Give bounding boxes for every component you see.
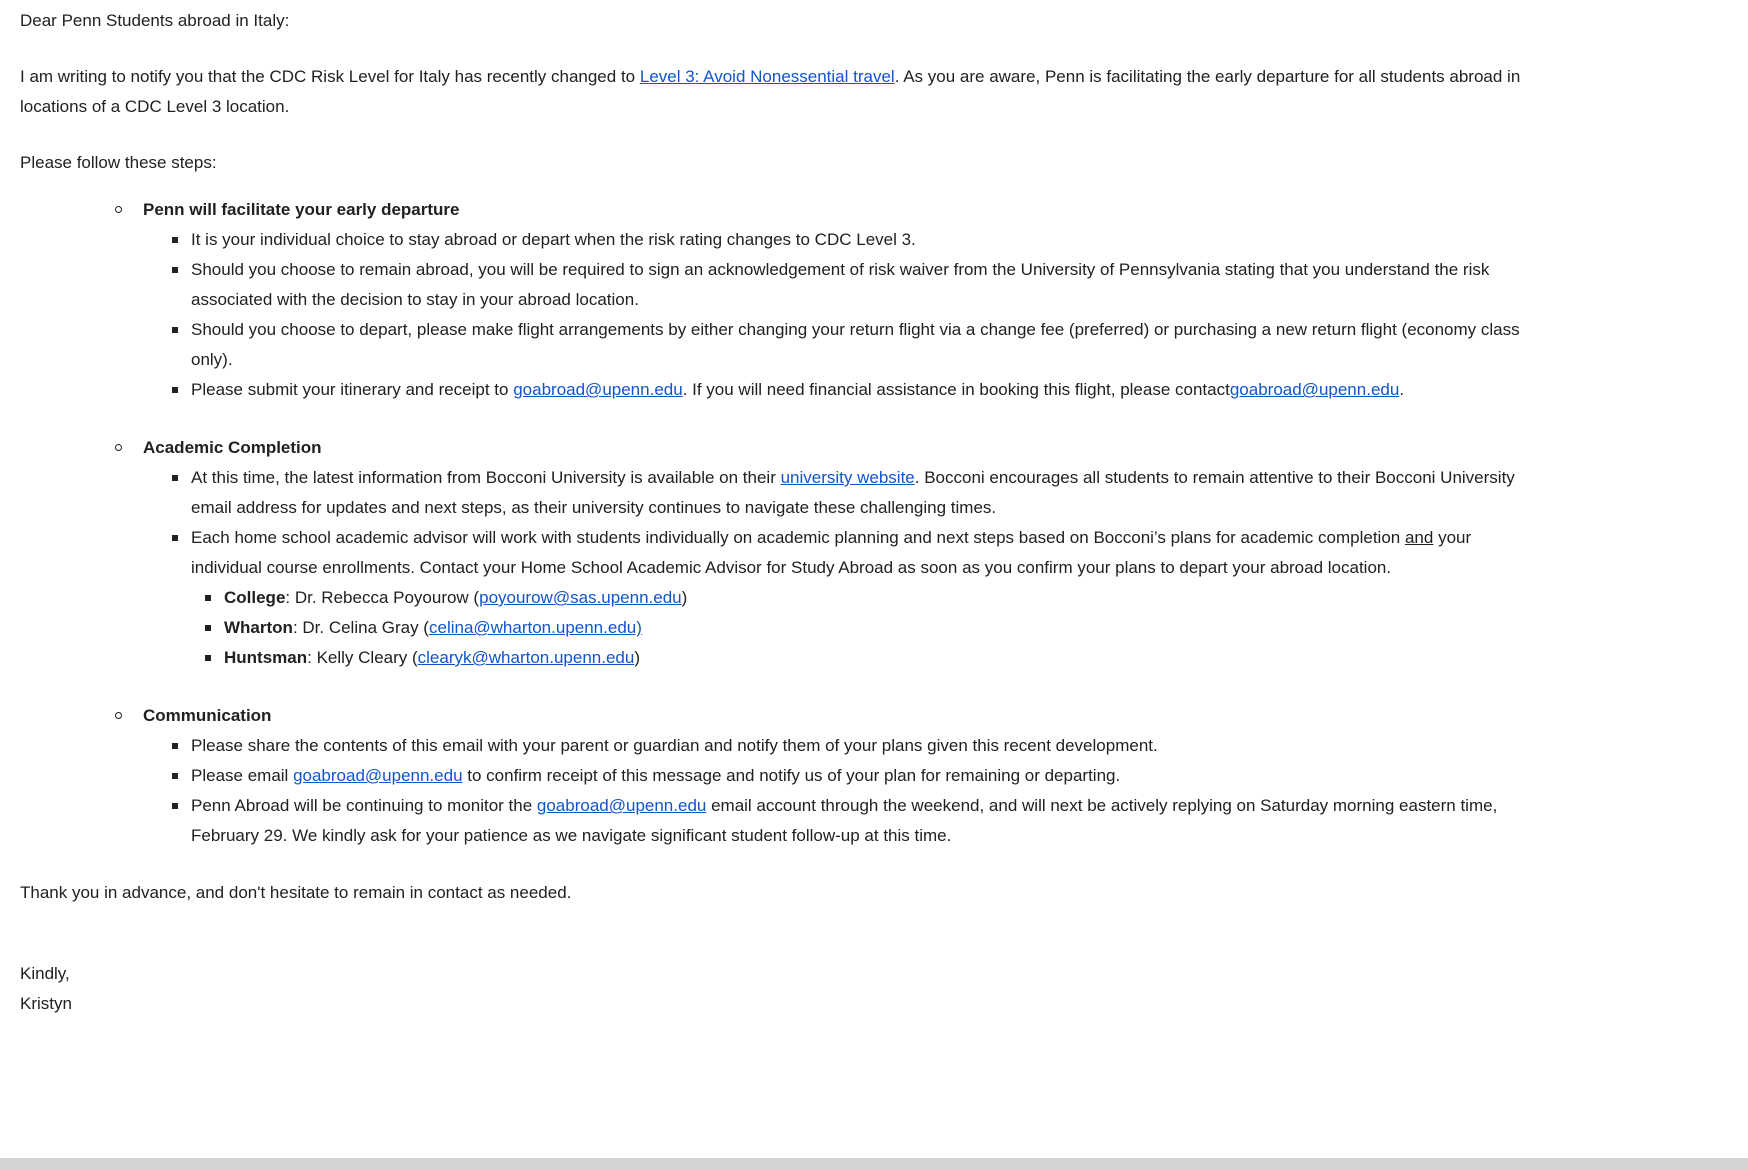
list-item-bocconi <box>191 463 1545 523</box>
goabroad-email-link[interactable]: goabroad@upenn.edu <box>1229 380 1400 399</box>
confirm-text-pre: Please email <box>191 766 294 785</box>
intro-text-post: . As you are aware, Penn is facilitating the early departure for all students abroad in locations of a CDC Level 3 location. <box>20 67 1521 116</box>
paren-close: ) <box>681 588 688 607</box>
paren-close: ) <box>634 648 640 667</box>
list-item: Should you choose to depart, please make flight arrangements by either changing your return flight via a change fee (preferred) or purchasing a new return flight (economy class only). <box>191 315 1545 375</box>
list-item-confirm <box>191 761 1545 791</box>
list-item-monitor <box>191 791 1545 851</box>
submit-text-post: . <box>1399 380 1405 399</box>
advisor-contacts <box>191 583 1545 673</box>
list-item-wharton <box>224 613 1545 643</box>
communication-items <box>143 731 1545 851</box>
greeting: Dear Penn Students abroad in Italy: <box>20 11 290 30</box>
signoff-name: Kristyn <box>20 994 72 1013</box>
bocconi-text-post: . Bocconi encourages all students to remain attentive to their Bocconi University email address for updates and next steps, as their university continues to navigate these challenging times. <box>191 468 1515 517</box>
list-item: Please share the contents of this email with your parent or guardian and notify them of your plans given this recent development. <box>191 731 1545 761</box>
monitor-text-post: email account through the weekend, and will next be actively replying on Saturday morning eastern time, February 29. We kindly ask for your patience as we navigate significant student follow-up at this time. <box>191 796 1498 845</box>
signoff <box>20 959 1545 1019</box>
bocconi-text-pre: At this time, the latest information from Bocconi University is available on their <box>191 468 781 487</box>
section-departure-heading: Penn will facilitate your early departure <box>143 200 460 219</box>
section-departure <box>143 195 1545 405</box>
celina-email-link[interactable]: celina@wharton.upenn.edu) <box>428 618 642 637</box>
university-website-link[interactable]: university website <box>780 468 915 487</box>
cdc-level3-link[interactable]: Level 3: Avoid Nonessential travel <box>639 67 895 86</box>
school-name: Huntsman <box>224 648 308 667</box>
clearyk-email-link[interactable]: clearyk@wharton.upenn.edu <box>417 648 635 667</box>
advisor-text-underlined: and <box>1404 528 1434 547</box>
goabroad-email-link[interactable]: goabroad@upenn.edu <box>536 796 707 815</box>
departure-items <box>143 225 1545 405</box>
list-item-huntsman <box>224 643 1545 673</box>
school-name: College <box>224 588 286 607</box>
list-item-advisor <box>191 523 1545 673</box>
academic-items <box>143 463 1545 673</box>
goabroad-email-link[interactable]: goabroad@upenn.edu <box>513 380 683 399</box>
school-name: Wharton <box>224 618 293 637</box>
steps-list <box>20 195 1545 851</box>
intro-text-pre: I am writing to notify you that the CDC Risk Level for Italy has recently changed to <box>20 67 640 86</box>
monitor-text-pre: Penn Abroad will be continuing to monitor the <box>191 796 537 815</box>
section-academic-heading: Academic Completion <box>143 438 322 457</box>
advisor-name: : Dr. Rebecca Poyourow ( <box>285 588 480 607</box>
advisor-text-pre: Each home school academic advisor will work with students individually on academic planning and next steps based on Bocconi’s plans for academic completion <box>191 528 1405 547</box>
intro-paragraph <box>20 62 1545 122</box>
advisor-name: : Kelly Cleary ( <box>307 648 418 667</box>
list-item: Should you choose to remain abroad, you will be required to sign an acknowledgement of risk waiver from the University of Pennsylvania stating that you understand the risk associated with the decision to stay in your abroad location. <box>191 255 1545 315</box>
list-item-college <box>224 583 1545 613</box>
email-body <box>20 6 1545 1019</box>
submit-text-mid: . If you will need financial assistance in booking this flight, please contact <box>682 380 1230 399</box>
steps-intro: Please follow these steps: <box>20 153 217 172</box>
poyourow-email-link[interactable]: poyourow@sas.upenn.edu <box>479 588 682 607</box>
section-academic <box>143 433 1545 673</box>
list-item-submit <box>191 375 1545 405</box>
submit-text-pre: Please submit your itinerary and receipt to <box>191 380 514 399</box>
advisor-text-post: your individual course enrollments. Contact your Home School Academic Advisor for Study Abroad as soon as you confirm your plans to depart your abroad location. <box>191 528 1472 577</box>
closing-thanks: Thank you in advance, and don't hesitate to remain in contact as needed. <box>20 883 572 902</box>
signoff-kindly: Kindly, <box>20 964 70 983</box>
list-item: It is your individual choice to stay abroad or depart when the risk rating changes to CDC Level 3. <box>191 225 1545 255</box>
goabroad-email-link[interactable]: goabroad@upenn.edu <box>293 766 463 785</box>
section-communication-heading: Communication <box>143 706 272 725</box>
advisor-name: : Dr. Celina Gray ( <box>292 618 429 637</box>
confirm-text-post: to confirm receipt of this message and notify us of your plan for remaining or departing. <box>462 766 1121 785</box>
window-bottom-edge <box>0 1158 1748 1170</box>
section-communication <box>143 701 1545 851</box>
